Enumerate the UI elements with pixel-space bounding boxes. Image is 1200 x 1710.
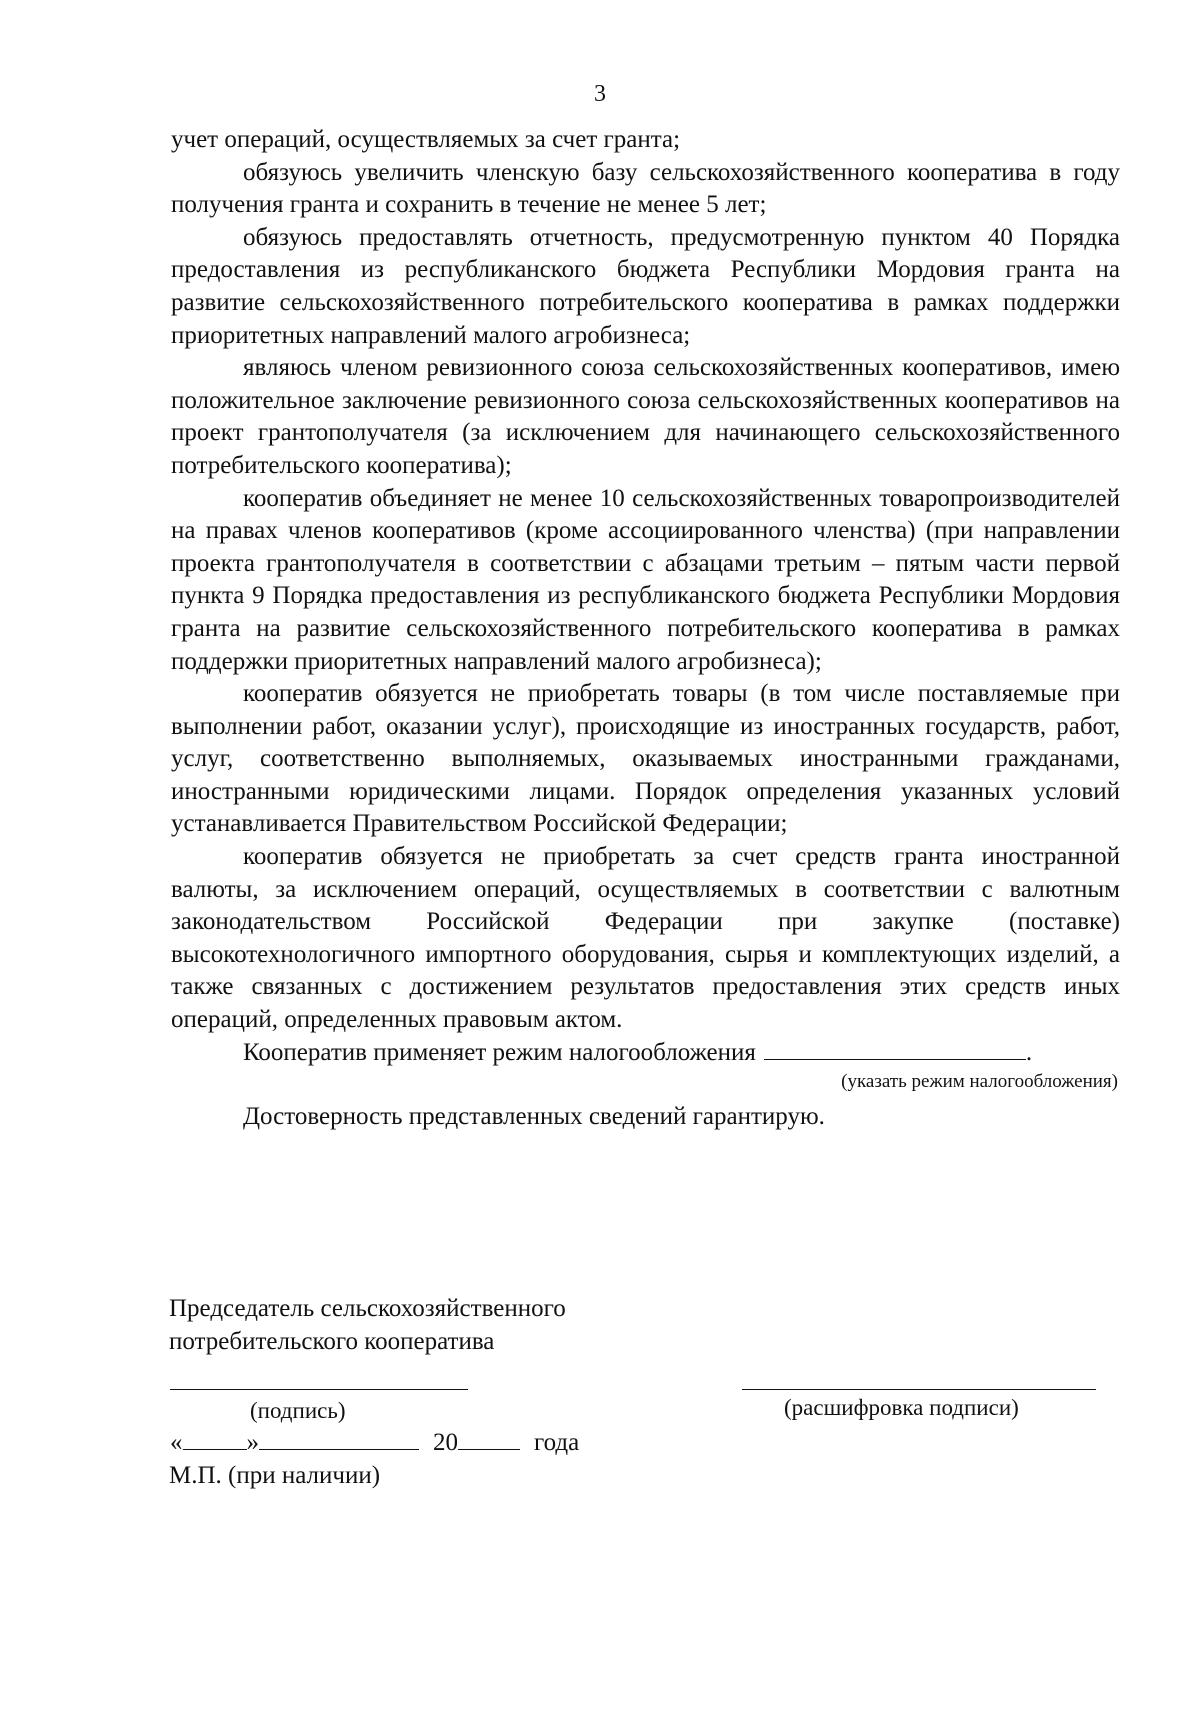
tax-regime-blank[interactable] xyxy=(764,1037,1026,1060)
date-month-blank[interactable] xyxy=(259,1427,419,1450)
signer-title-line-2: потребительского кооператива xyxy=(169,1328,495,1355)
date-year-prefix: 20 xyxy=(433,1429,458,1456)
tax-regime-label: Кооператив применяет режим налогообложения xyxy=(243,1038,756,1066)
date-day-blank[interactable] xyxy=(183,1427,247,1450)
date-line xyxy=(170,1426,579,1459)
date-close-quote: » xyxy=(246,1429,259,1456)
date-suffix: года xyxy=(534,1429,580,1456)
signer-title xyxy=(169,1292,566,1358)
document-body xyxy=(171,124,1120,1134)
tax-regime-hint: (указать режим налогообложения) xyxy=(841,1071,1118,1093)
stamp-place: М.П. (при наличии) xyxy=(169,1462,381,1489)
paragraph-7: кооператив обязуется не приобретать за счет средств гранта иностранной валюты, за исключением операций, осуществляемых в соответствии с валютным законодательством Российской Федерации при закупке (поставке) высокотехнологичного импортного оборудования, сырья и комплектующих изделий, а также связанных с достижением результатов предоставления этих средств иных операций, определенных правовым актом. xyxy=(171,843,1120,1034)
date-year-blank[interactable] xyxy=(458,1427,520,1450)
paragraph-3: обязуюсь предоставлять отчетность, предусмотренную пунктом 40 Порядка предоставления из республиканского бюджета Республики Мордовия гранта на развитие сельскохозяйственного потребительского кооператива в рамках поддержки приоритетных направлений малого агробизнеса; xyxy=(171,223,1120,349)
paragraph-5: кооператив объединяет не менее 10 сельскохозяйственных товаропроизводителей на правах членов кооперативов (кроме ассоциированного членства) (при направлении проекта грантополучателя в соответствии с абзацами третьим – пятым части первой пункта 9 Порядка предоставления из республиканского бюджета Республики Мордовия гранта на развитие сельскохозяйственного потребительского кооператива в рамках поддержки приоритетных направлений малого агробизнеса); xyxy=(171,484,1120,675)
signer-title-line-1: Председатель сельскохозяйственного xyxy=(169,1295,566,1322)
tax-regime-line xyxy=(171,1037,1120,1070)
signature-caption: (подпись) xyxy=(250,1398,346,1423)
signature-decode-line[interactable] xyxy=(742,1389,1096,1390)
paragraph-4: являюсь членом ревизионного союза сельскохозяйственных кооперативов, имею положительное заключение ревизионного союза сельскохозяйственных кооперативов на проект грантополучателя (за исключением для начинающего сельскохозяйственного потребительского кооператива); xyxy=(171,354,1120,479)
paragraph-2: обязуюсь увеличить членскую базу сельскохозяйственного кооператива в году получения гранта и сохранить в течение не менее 5 лет; xyxy=(171,158,1120,219)
guarantee-statement: Достоверность представленных сведений гарантирую. xyxy=(243,1103,825,1131)
paragraph-1: учет операций, осуществляемых за счет гранта; xyxy=(171,126,681,153)
date-open-quote: « xyxy=(170,1429,183,1456)
signature-line[interactable] xyxy=(170,1389,468,1390)
paragraph-6: кооператив обязуется не приобретать товары (в том числе поставляемые при выполнении работ, оказании услуг), происходящие из иностранных государств, работ, услуг, соответственно выполняемых, оказываемых иностранными гражданами, иностранными юридическими лицами. Порядок определения указанных условий устанавливается Правительством Российской Федерации; xyxy=(171,680,1120,838)
signature-decode-caption: (расшифровка подписи) xyxy=(784,1395,1019,1420)
tax-regime-period: . xyxy=(1025,1038,1033,1066)
page-number: 3 xyxy=(594,81,606,107)
